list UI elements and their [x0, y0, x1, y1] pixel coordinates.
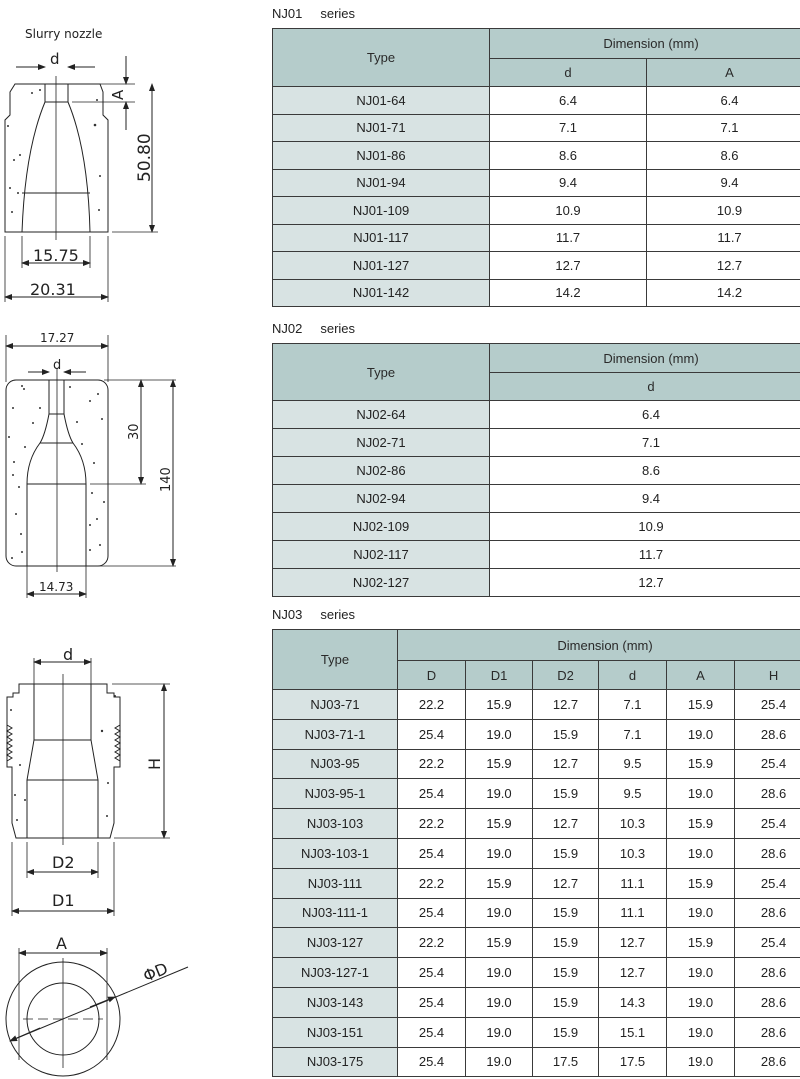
table-row	[273, 142, 800, 170]
d-cell: 7.1	[599, 719, 667, 749]
nj01-series-title	[272, 6, 355, 21]
type-cell: NJ03-71	[273, 690, 398, 720]
A-cell: 15.9	[667, 928, 735, 958]
D-cell: 25.4	[398, 719, 466, 749]
table-row	[273, 169, 800, 197]
series-code: NJ03	[272, 607, 303, 622]
dim-inner-bottom-label: 15.75	[33, 246, 79, 265]
H-cell: 28.6	[735, 1017, 800, 1047]
d-cell: 8.6	[490, 457, 800, 485]
table-row	[273, 719, 800, 749]
table-row	[273, 690, 800, 720]
a-cell: 8.6	[647, 142, 800, 170]
D-cell: 22.2	[398, 690, 466, 720]
A-cell: 19.0	[667, 779, 735, 809]
d-cell: 12.7	[599, 958, 667, 988]
header-type: Type	[273, 29, 490, 87]
header-col-H: H	[735, 661, 800, 690]
d-cell: 7.1	[490, 429, 800, 457]
nj03-spec-table	[272, 629, 800, 1077]
dim-bottom-label: 14.73	[39, 580, 74, 594]
D2-cell: 12.7	[533, 809, 599, 839]
d-cell: 10.3	[599, 838, 667, 868]
table-row	[273, 279, 800, 307]
table-row	[273, 429, 800, 457]
D1-cell: 19.0	[466, 838, 533, 868]
A-cell: 15.9	[667, 690, 735, 720]
D1-cell: 15.9	[466, 690, 533, 720]
H-cell: 25.4	[735, 809, 800, 839]
a-cell: 7.1	[647, 114, 800, 142]
D-cell: 22.2	[398, 749, 466, 779]
header-dimension: Dimension (mm)	[490, 29, 800, 59]
type-cell: NJ03-127	[273, 928, 398, 958]
table-row	[273, 779, 800, 809]
slurry-nozzle-diagram	[0, 0, 270, 310]
series-code: NJ01	[272, 6, 303, 21]
D2-cell: 12.7	[533, 749, 599, 779]
d-cell: 11.1	[599, 868, 667, 898]
H-cell: 28.6	[735, 1047, 800, 1077]
table-row	[273, 485, 800, 513]
header-col-a: A	[647, 59, 800, 87]
dim-a-label: A	[56, 934, 67, 953]
header-col-d: d	[490, 59, 647, 87]
d-cell: 9.5	[599, 749, 667, 779]
table-row	[273, 252, 800, 280]
A-cell: 19.0	[667, 898, 735, 928]
dim-a-label: A	[109, 89, 127, 100]
H-cell: 28.6	[735, 838, 800, 868]
nj03-top-view-diagram	[0, 920, 270, 1079]
type-cell: NJ02-109	[273, 513, 490, 541]
type-cell: NJ03-127-1	[273, 958, 398, 988]
table-row	[273, 513, 800, 541]
type-cell: NJ02-94	[273, 485, 490, 513]
nj02-spec-table	[272, 343, 800, 597]
table-row	[273, 569, 800, 597]
H-cell: 25.4	[735, 928, 800, 958]
table-row	[273, 809, 800, 839]
D2-cell: 15.9	[533, 958, 599, 988]
d-cell: 8.6	[490, 142, 647, 170]
D2-cell: 15.9	[533, 1017, 599, 1047]
table-row	[273, 87, 800, 115]
dim-height-label: 50.80	[135, 133, 155, 182]
dim-d2-label: D2	[52, 853, 75, 872]
table-row	[273, 838, 800, 868]
type-cell: NJ01-86	[273, 142, 490, 170]
dim-height-label: 140	[159, 467, 174, 492]
d-cell: 14.2	[490, 279, 647, 307]
header-col-D2: D2	[533, 661, 599, 690]
D2-cell: 12.7	[533, 690, 599, 720]
H-cell: 28.6	[735, 987, 800, 1017]
type-cell: NJ02-71	[273, 429, 490, 457]
type-cell: NJ03-111	[273, 868, 398, 898]
type-cell: NJ03-175	[273, 1047, 398, 1077]
header-col-D: D	[398, 661, 466, 690]
header-col-A: A	[667, 661, 735, 690]
table-row	[273, 749, 800, 779]
d-cell: 11.7	[490, 224, 647, 252]
D-cell: 25.4	[398, 779, 466, 809]
H-cell: 28.6	[735, 719, 800, 749]
dim-phi-d-label: ΦD	[140, 958, 171, 986]
table-row	[273, 197, 800, 225]
d-cell: 7.1	[599, 690, 667, 720]
D-cell: 22.2	[398, 809, 466, 839]
table-row	[273, 1047, 800, 1077]
type-cell: NJ03-103-1	[273, 838, 398, 868]
table-row	[273, 1017, 800, 1047]
type-cell: NJ01-94	[273, 169, 490, 197]
table-row	[273, 224, 800, 252]
table-row	[273, 987, 800, 1017]
D2-cell: 12.7	[533, 868, 599, 898]
type-cell: NJ03-95-1	[273, 779, 398, 809]
d-cell: 12.7	[490, 569, 800, 597]
header-type: Type	[273, 344, 490, 401]
type-cell: NJ02-64	[273, 401, 490, 429]
table-row	[273, 928, 800, 958]
H-cell: 28.6	[735, 779, 800, 809]
d-cell: 12.7	[599, 928, 667, 958]
d-cell: 10.3	[599, 809, 667, 839]
series-word: series	[320, 6, 356, 21]
d-cell: 9.4	[490, 169, 647, 197]
table-row	[273, 457, 800, 485]
D2-cell: 15.9	[533, 898, 599, 928]
d-cell: 6.4	[490, 87, 647, 115]
H-cell: 25.4	[735, 690, 800, 720]
d-cell: 11.7	[490, 541, 800, 569]
header-col-d: d	[490, 373, 800, 401]
type-cell: NJ01-127	[273, 252, 490, 280]
A-cell: 19.0	[667, 719, 735, 749]
D1-cell: 15.9	[466, 928, 533, 958]
A-cell: 15.9	[667, 868, 735, 898]
d-cell: 9.5	[599, 779, 667, 809]
D2-cell: 15.9	[533, 838, 599, 868]
series-word: series	[320, 607, 356, 622]
D-cell: 25.4	[398, 1047, 466, 1077]
d-cell: 14.3	[599, 987, 667, 1017]
d-cell: 7.1	[490, 114, 647, 142]
type-cell: NJ03-71-1	[273, 719, 398, 749]
d-cell: 6.4	[490, 401, 800, 429]
D1-cell: 15.9	[466, 868, 533, 898]
nj02-series-title	[272, 321, 355, 336]
type-cell: NJ03-95	[273, 749, 398, 779]
a-cell: 10.9	[647, 197, 800, 225]
d-cell: 10.9	[490, 197, 647, 225]
dim-throat-label: 30	[127, 423, 142, 440]
dim-d-label: d	[63, 645, 74, 664]
H-cell: 28.6	[735, 898, 800, 928]
type-cell: NJ02-86	[273, 457, 490, 485]
nj01-spec-table	[272, 28, 800, 307]
series-word: series	[320, 321, 356, 336]
D1-cell: 19.0	[466, 779, 533, 809]
D1-cell: 19.0	[466, 958, 533, 988]
type-cell: NJ01-142	[273, 279, 490, 307]
series-code: NJ02	[272, 321, 303, 336]
header-dimension: Dimension (mm)	[490, 344, 800, 373]
D2-cell: 17.5	[533, 1047, 599, 1077]
D1-cell: 15.9	[466, 809, 533, 839]
header-col-D1: D1	[466, 661, 533, 690]
d-cell: 9.4	[490, 485, 800, 513]
D-cell: 25.4	[398, 987, 466, 1017]
d-cell: 17.5	[599, 1047, 667, 1077]
D1-cell: 19.0	[466, 719, 533, 749]
table-row	[273, 868, 800, 898]
type-cell: NJ03-151	[273, 1017, 398, 1047]
A-cell: 19.0	[667, 1017, 735, 1047]
d-cell: 15.1	[599, 1017, 667, 1047]
D1-cell: 19.0	[466, 1017, 533, 1047]
header-dimension: Dimension (mm)	[398, 630, 800, 661]
type-cell: NJ01-117	[273, 224, 490, 252]
A-cell: 15.9	[667, 809, 735, 839]
d-cell: 11.1	[599, 898, 667, 928]
type-cell: NJ03-111-1	[273, 898, 398, 928]
D2-cell: 15.9	[533, 779, 599, 809]
type-cell: NJ03-103	[273, 809, 398, 839]
dim-d1-label: D1	[52, 891, 75, 910]
A-cell: 19.0	[667, 987, 735, 1017]
A-cell: 15.9	[667, 749, 735, 779]
table-row	[273, 898, 800, 928]
A-cell: 19.0	[667, 958, 735, 988]
type-cell: NJ01-64	[273, 87, 490, 115]
D-cell: 25.4	[398, 1017, 466, 1047]
header-col-d: d	[599, 661, 667, 690]
D2-cell: 15.9	[533, 928, 599, 958]
a-cell: 14.2	[647, 279, 800, 307]
a-cell: 12.7	[647, 252, 800, 280]
nj03-nozzle-diagram	[0, 630, 270, 920]
D1-cell: 15.9	[466, 749, 533, 779]
dim-d-label: d	[50, 50, 60, 68]
table-row	[273, 114, 800, 142]
a-cell: 6.4	[647, 87, 800, 115]
table-row	[273, 541, 800, 569]
a-cell: 9.4	[647, 169, 800, 197]
D-cell: 22.2	[398, 928, 466, 958]
D-cell: 22.2	[398, 868, 466, 898]
nj03-series-title	[272, 607, 355, 622]
a-cell: 11.7	[647, 224, 800, 252]
D2-cell: 15.9	[533, 719, 599, 749]
dim-h-label: H	[145, 757, 164, 770]
type-cell: NJ02-117	[273, 541, 490, 569]
D-cell: 25.4	[398, 838, 466, 868]
H-cell: 25.4	[735, 868, 800, 898]
diagram-title: Slurry nozzle	[25, 27, 103, 41]
A-cell: 19.0	[667, 838, 735, 868]
d-cell: 12.7	[490, 252, 647, 280]
dim-outer-bottom-label: 20.31	[30, 280, 76, 299]
A-cell: 19.0	[667, 1047, 735, 1077]
type-cell: NJ02-127	[273, 569, 490, 597]
header-type: Type	[273, 630, 398, 690]
dim-d-label: d	[53, 358, 62, 373]
H-cell: 25.4	[735, 749, 800, 779]
type-cell: NJ01-109	[273, 197, 490, 225]
D2-cell: 15.9	[533, 987, 599, 1017]
D1-cell: 19.0	[466, 1047, 533, 1077]
table-row	[273, 958, 800, 988]
d-cell: 10.9	[490, 513, 800, 541]
dim-top-width-label: 17.27	[40, 331, 75, 345]
D1-cell: 19.0	[466, 987, 533, 1017]
type-cell: NJ03-143	[273, 987, 398, 1017]
D-cell: 25.4	[398, 958, 466, 988]
nj02-nozzle-diagram	[0, 310, 270, 610]
type-cell: NJ01-71	[273, 114, 490, 142]
table-row	[273, 401, 800, 429]
H-cell: 28.6	[735, 958, 800, 988]
D1-cell: 19.0	[466, 898, 533, 928]
D-cell: 25.4	[398, 898, 466, 928]
